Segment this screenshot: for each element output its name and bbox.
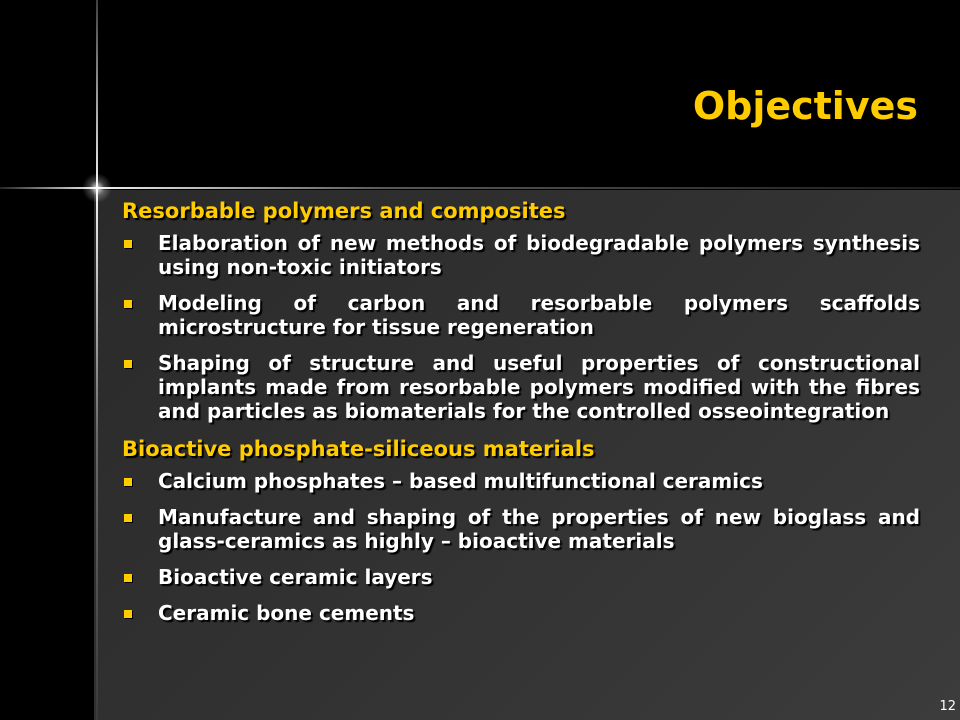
square-bullet-icon	[124, 514, 132, 522]
bullet-text: Ceramic bone cements	[158, 601, 415, 625]
bullet-text: Bioactive ceramic layers	[158, 565, 433, 589]
bullet-item	[122, 505, 920, 553]
bullet-text: Elaboration of new methods of biodegradable polymers synthesis using non-toxic initiators	[158, 231, 920, 279]
decorative-sparkle-icon	[82, 173, 112, 203]
bullet-item	[122, 601, 920, 625]
section-bioactive-materials	[122, 435, 920, 625]
bullet-item	[122, 231, 920, 279]
square-bullet-icon	[124, 360, 132, 368]
square-bullet-icon	[124, 610, 132, 618]
square-bullet-icon	[124, 240, 132, 248]
decorative-vertical-line	[96, 0, 98, 720]
page-number: 12	[939, 699, 956, 714]
bullet-item	[122, 565, 920, 589]
slide-title: Objectives	[692, 84, 918, 128]
bullet-item	[122, 291, 920, 339]
bullet-text: Shaping of structure and useful properties of constructional implants made from resorbable polymers modified with the fibres and particles as biomaterials for the controlled osseointegration	[158, 351, 920, 423]
square-bullet-icon	[124, 478, 132, 486]
bullet-item	[122, 469, 920, 493]
section-resorbable-polymers	[122, 197, 920, 423]
bullet-item	[122, 351, 920, 423]
slide-body	[122, 197, 920, 637]
square-bullet-icon	[124, 574, 132, 582]
bullet-list	[122, 231, 920, 423]
bullet-text: Modeling of carbon and resorbable polymers scaffolds microstructure for tissue regeneration	[158, 291, 920, 339]
square-bullet-icon	[124, 300, 132, 308]
bullet-list	[122, 469, 920, 625]
section-heading: Resorbable polymers and composites	[122, 199, 566, 223]
bullet-text: Calcium phosphates – based multifunctional ceramics	[158, 469, 763, 493]
decorative-horizontal-line	[0, 187, 960, 189]
section-heading: Bioactive phosphate-siliceous materials	[122, 437, 595, 461]
bullet-text: Manufacture and shaping of the properties of new bioglass and glass-ceramics as highly – bioactive materials	[158, 505, 920, 553]
